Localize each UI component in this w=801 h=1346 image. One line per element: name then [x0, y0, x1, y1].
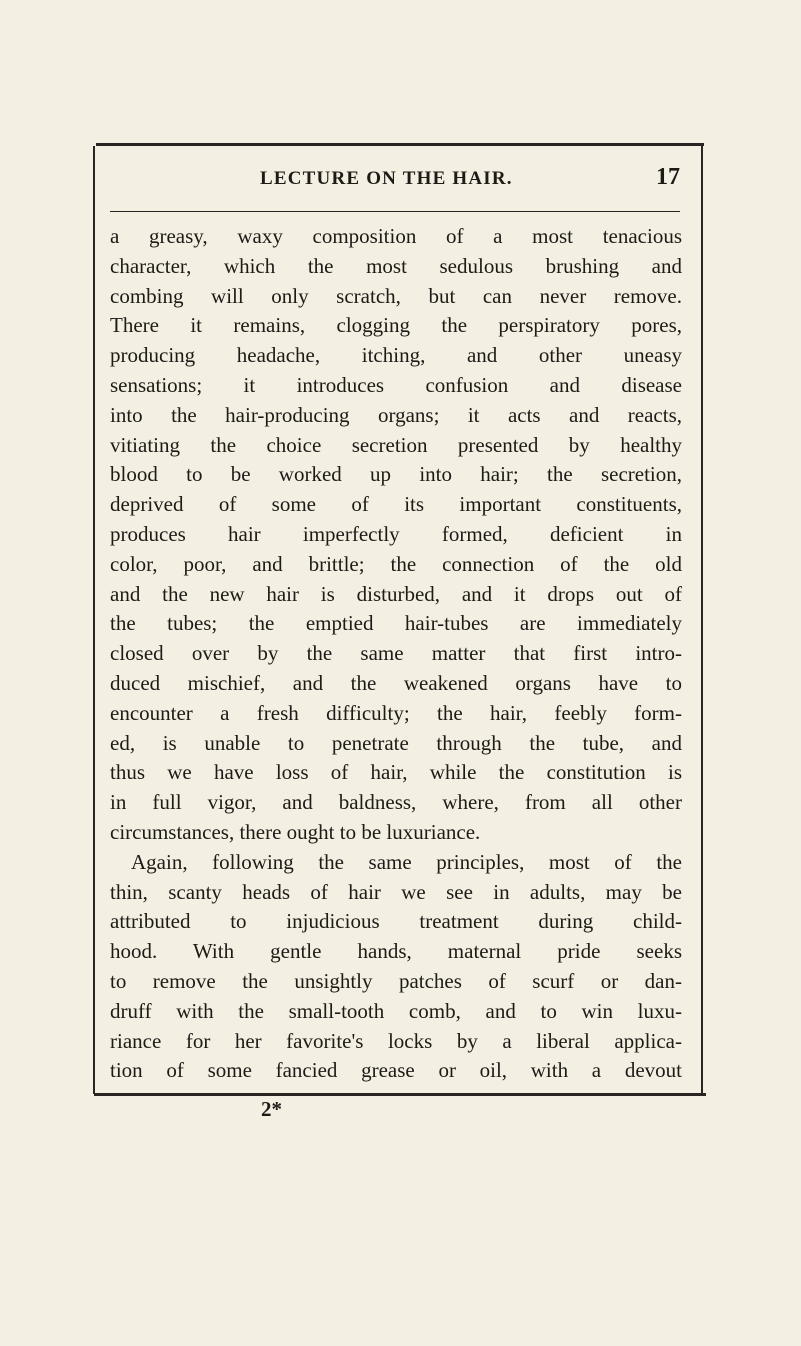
text-line: riance for her favorite's locks by a liberal applica-	[110, 1028, 682, 1053]
body-text	[110, 222, 682, 1086]
text-line: a greasy, waxy composition of a most tenacious	[110, 224, 682, 248]
page-header	[260, 164, 680, 196]
text-line: combing will only scratch, but can never remove.	[110, 283, 682, 308]
text-line: closed over by the same matter that first intro-	[110, 641, 682, 666]
text-line: sensations; it introduces confusion and disease	[110, 372, 682, 397]
text-line: the tubes; the emptied hair-tubes are immediately	[110, 611, 682, 636]
bottom-border-rule	[94, 1093, 706, 1096]
text-line: color, poor, and brittle; the connection of the old	[110, 551, 682, 576]
text-line: deprived of some of its important constituents,	[110, 492, 682, 517]
text-line: druff with the small-tooth comb, and to win luxu-	[110, 998, 682, 1023]
text-line: to remove the unsightly patches of scurf or dan-	[110, 968, 682, 993]
text-line: thus we have loss of hair, while the constitution is	[110, 760, 682, 785]
running-head: LECTURE ON THE HAIR.	[260, 168, 513, 189]
signature-mark: 2*	[261, 1097, 282, 1121]
page-number: 17	[656, 164, 680, 190]
text-line: There it remains, clogging the perspiratory pores,	[110, 313, 682, 338]
text-line: hood. With gentle hands, maternal pride seeks	[110, 939, 682, 964]
text-line: duced mischief, and the weakened organs have to	[110, 670, 682, 695]
text-line: blood to be worked up into hair; the secretion,	[110, 462, 682, 487]
text-line: circumstances, there ought to be luxuriance.	[110, 819, 481, 844]
text-line: in full vigor, and baldness, where, from all other	[110, 790, 682, 815]
text-line: ed, is unable to penetrate through the tube, and	[110, 730, 682, 755]
text-line: character, which the most sedulous brushing and	[110, 253, 682, 278]
text-line: producing headache, itching, and other uneasy	[110, 343, 682, 368]
text-line: encounter a fresh difficulty; the hair, feebly form-	[110, 700, 682, 725]
text-line: tion of some fancied grease or oil, with a devout	[110, 1058, 682, 1083]
text-line: produces hair imperfectly formed, deficient in	[110, 521, 682, 546]
text-line: and the new hair is disturbed, and it drops out of	[110, 581, 682, 606]
header-rule	[110, 211, 680, 212]
text-line: attributed to injudicious treatment during child-	[110, 909, 682, 934]
text-line: thin, scanty heads of hair we see in adults, may be	[110, 879, 682, 904]
text-line: vitiating the choice secretion presented by healthy	[110, 432, 682, 457]
text-line: Again, following the same principles, most of the	[131, 849, 682, 874]
text-line: into the hair-producing organs; it acts and reacts,	[110, 402, 682, 427]
